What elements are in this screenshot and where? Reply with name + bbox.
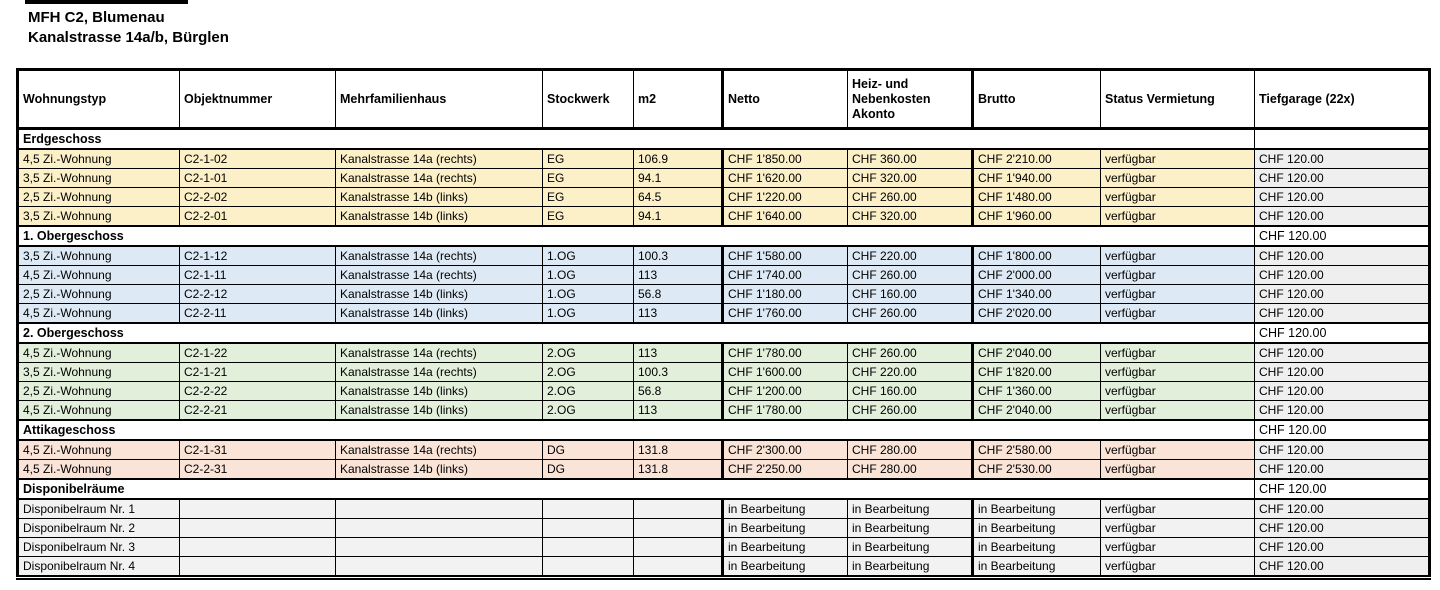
cell-stockwerk: 1.OG (543, 304, 634, 324)
cell-stockwerk: 2.OG (543, 343, 634, 363)
cell-wohnungstyp: 4,5 Zi.-Wohnung (18, 266, 180, 285)
cell-stockwerk: 2.OG (543, 401, 634, 421)
cell-status-vermietung: verfügbar (1101, 343, 1255, 363)
cell-m2 (634, 499, 723, 519)
cell-m2: 113 (634, 401, 723, 421)
cell-heiz-und-nebenkosten-akonto: CHF 260.00 (848, 343, 973, 363)
cell-stockwerk (543, 499, 634, 519)
cell-netto: CHF 1'850.00 (723, 149, 848, 169)
cell-wohnungstyp: 2,5 Zi.-Wohnung (18, 285, 180, 304)
cell-m2: 56.8 (634, 382, 723, 401)
cell-netto: CHF 1'640.00 (723, 207, 848, 227)
cell-m2: 94.1 (634, 207, 723, 227)
cell-stockwerk: EG (543, 149, 634, 169)
cell-stockwerk: EG (543, 188, 634, 207)
cell-status-vermietung: verfügbar (1101, 499, 1255, 519)
cell-mehrfamilienhaus: Kanalstrasse 14b (links) (336, 460, 543, 480)
cell-wohnungstyp: 2,5 Zi.-Wohnung (18, 382, 180, 401)
cell-stockwerk (543, 519, 634, 538)
cell-netto: CHF 2'300.00 (723, 440, 848, 460)
cell-netto: CHF 1'740.00 (723, 266, 848, 285)
cell-wohnungstyp: 3,5 Zi.-Wohnung (18, 246, 180, 266)
section-row-2-obergeschoss (18, 323, 1430, 343)
cell-objektnummer: C2-2-11 (180, 304, 336, 324)
cell-m2: 113 (634, 343, 723, 363)
section-tiefgarage-cell: CHF 120.00 (1255, 226, 1430, 246)
column-header-brutto: Brutto (973, 70, 1101, 129)
table-row (18, 169, 1430, 188)
cell-netto: CHF 1'220.00 (723, 188, 848, 207)
cell-brutto: CHF 1'480.00 (973, 188, 1101, 207)
cell-heiz-und-nebenkosten-akonto: in Bearbeitung (848, 538, 973, 557)
cell-heiz-und-nebenkosten-akonto: CHF 220.00 (848, 363, 973, 382)
cell-m2: 131.8 (634, 460, 723, 480)
cell-objektnummer: C2-2-31 (180, 460, 336, 480)
cell-tiefgarage-22x: CHF 120.00 (1255, 519, 1430, 538)
cell-objektnummer: C2-2-22 (180, 382, 336, 401)
cell-tiefgarage-22x: CHF 120.00 (1255, 440, 1430, 460)
cell-objektnummer: C2-1-02 (180, 149, 336, 169)
cell-wohnungstyp: 3,5 Zi.-Wohnung (18, 363, 180, 382)
table-row (18, 382, 1430, 401)
cell-wohnungstyp: Disponibelraum Nr. 2 (18, 519, 180, 538)
cell-netto: CHF 1'580.00 (723, 246, 848, 266)
cell-mehrfamilienhaus: Kanalstrasse 14b (links) (336, 207, 543, 227)
table-row (18, 401, 1430, 421)
cell-wohnungstyp: 4,5 Zi.-Wohnung (18, 149, 180, 169)
cell-objektnummer: C2-1-22 (180, 343, 336, 363)
cell-stockwerk: 1.OG (543, 246, 634, 266)
cell-tiefgarage-22x: CHF 120.00 (1255, 285, 1430, 304)
cell-mehrfamilienhaus: Kanalstrasse 14a (rechts) (336, 266, 543, 285)
cell-objektnummer (180, 557, 336, 578)
cell-status-vermietung: verfügbar (1101, 188, 1255, 207)
table-row (18, 266, 1430, 285)
cell-heiz-und-nebenkosten-akonto: CHF 220.00 (848, 246, 973, 266)
table-row (18, 499, 1430, 519)
section-tiefgarage-cell: CHF 120.00 (1255, 420, 1430, 440)
cell-mehrfamilienhaus: Kanalstrasse 14b (links) (336, 285, 543, 304)
cell-objektnummer: C2-2-21 (180, 401, 336, 421)
table-row (18, 538, 1430, 557)
cell-brutto: CHF 2'020.00 (973, 304, 1101, 324)
cell-objektnummer: C2-1-11 (180, 266, 336, 285)
cell-m2: 113 (634, 266, 723, 285)
cell-status-vermietung: verfügbar (1101, 266, 1255, 285)
cell-netto: CHF 1'200.00 (723, 382, 848, 401)
cell-brutto: CHF 1'940.00 (973, 169, 1101, 188)
table-row (18, 519, 1430, 538)
cell-brutto: in Bearbeitung (973, 557, 1101, 578)
cell-netto: CHF 1'780.00 (723, 401, 848, 421)
cell-brutto: CHF 2'530.00 (973, 460, 1101, 480)
column-header-status-vermietung: Status Vermietung (1101, 70, 1255, 129)
table-header-row (18, 70, 1430, 129)
column-header-objektnummer: Objektnummer (180, 70, 336, 129)
cell-tiefgarage-22x: CHF 120.00 (1255, 382, 1430, 401)
cell-objektnummer: C2-1-21 (180, 363, 336, 382)
cell-stockwerk: 2.OG (543, 382, 634, 401)
column-header-mehrfamilienhaus: Mehrfamilienhaus (336, 70, 543, 129)
cell-tiefgarage-22x: CHF 120.00 (1255, 149, 1430, 169)
cell-heiz-und-nebenkosten-akonto: CHF 260.00 (848, 401, 973, 421)
cell-tiefgarage-22x: CHF 120.00 (1255, 538, 1430, 557)
cell-brutto: CHF 2'580.00 (973, 440, 1101, 460)
cell-tiefgarage-22x: CHF 120.00 (1255, 401, 1430, 421)
cell-stockwerk (543, 538, 634, 557)
cell-objektnummer (180, 538, 336, 557)
cell-status-vermietung: verfügbar (1101, 557, 1255, 578)
cell-brutto: CHF 2'210.00 (973, 149, 1101, 169)
document-header (28, 8, 229, 48)
cell-stockwerk: 1.OG (543, 285, 634, 304)
cell-objektnummer: C2-1-01 (180, 169, 336, 188)
cell-brutto: in Bearbeitung (973, 538, 1101, 557)
cell-mehrfamilienhaus: Kanalstrasse 14a (rechts) (336, 440, 543, 460)
cell-wohnungstyp: 4,5 Zi.-Wohnung (18, 343, 180, 363)
section-title: 2. Obergeschoss (18, 323, 1255, 343)
cell-mehrfamilienhaus: Kanalstrasse 14a (rechts) (336, 149, 543, 169)
cell-objektnummer: C2-2-12 (180, 285, 336, 304)
section-title: Attikageschoss (18, 420, 1255, 440)
cell-wohnungstyp: 3,5 Zi.-Wohnung (18, 207, 180, 227)
cell-m2 (634, 557, 723, 578)
cell-brutto: CHF 2'040.00 (973, 401, 1101, 421)
cell-mehrfamilienhaus: Kanalstrasse 14a (rechts) (336, 363, 543, 382)
screenshot-artifact-bar (25, 0, 188, 4)
column-header-m2: m2 (634, 70, 723, 129)
cell-heiz-und-nebenkosten-akonto: in Bearbeitung (848, 499, 973, 519)
cell-objektnummer (180, 519, 336, 538)
section-tiefgarage-cell: CHF 120.00 (1255, 479, 1430, 499)
cell-status-vermietung: verfügbar (1101, 149, 1255, 169)
cell-brutto: in Bearbeitung (973, 519, 1101, 538)
cell-wohnungstyp: 4,5 Zi.-Wohnung (18, 401, 180, 421)
cell-status-vermietung: verfügbar (1101, 363, 1255, 382)
cell-brutto: CHF 1'800.00 (973, 246, 1101, 266)
cell-tiefgarage-22x: CHF 120.00 (1255, 557, 1430, 578)
table-row (18, 285, 1430, 304)
cell-heiz-und-nebenkosten-akonto: CHF 260.00 (848, 266, 973, 285)
cell-heiz-und-nebenkosten-akonto: in Bearbeitung (848, 519, 973, 538)
cell-tiefgarage-22x: CHF 120.00 (1255, 207, 1430, 227)
cell-brutto: CHF 2'040.00 (973, 343, 1101, 363)
column-header-stockwerk: Stockwerk (543, 70, 634, 129)
cell-mehrfamilienhaus: Kanalstrasse 14a (rechts) (336, 343, 543, 363)
cell-brutto: in Bearbeitung (973, 499, 1101, 519)
cell-mehrfamilienhaus (336, 557, 543, 578)
cell-brutto: CHF 1'960.00 (973, 207, 1101, 227)
cell-m2 (634, 519, 723, 538)
cell-status-vermietung: verfügbar (1101, 519, 1255, 538)
table-row (18, 557, 1430, 578)
cell-netto: in Bearbeitung (723, 499, 848, 519)
cell-m2: 113 (634, 304, 723, 324)
table-row (18, 440, 1430, 460)
cell-m2: 106.9 (634, 149, 723, 169)
cell-objektnummer: C2-1-12 (180, 246, 336, 266)
cell-status-vermietung: verfügbar (1101, 460, 1255, 480)
cell-status-vermietung: verfügbar (1101, 246, 1255, 266)
cell-wohnungstyp: Disponibelraum Nr. 1 (18, 499, 180, 519)
cell-wohnungstyp: Disponibelraum Nr. 4 (18, 557, 180, 578)
table-row (18, 207, 1430, 227)
cell-tiefgarage-22x: CHF 120.00 (1255, 363, 1430, 382)
table-row (18, 460, 1430, 480)
cell-netto: CHF 1'180.00 (723, 285, 848, 304)
cell-m2 (634, 538, 723, 557)
cell-heiz-und-nebenkosten-akonto: CHF 260.00 (848, 304, 973, 324)
cell-heiz-und-nebenkosten-akonto: CHF 160.00 (848, 285, 973, 304)
cell-wohnungstyp: Disponibelraum Nr. 3 (18, 538, 180, 557)
cell-wohnungstyp: 4,5 Zi.-Wohnung (18, 440, 180, 460)
cell-objektnummer: C2-2-02 (180, 188, 336, 207)
cell-heiz-und-nebenkosten-akonto: CHF 160.00 (848, 382, 973, 401)
cell-status-vermietung: verfügbar (1101, 440, 1255, 460)
section-title: Erdgeschoss (18, 129, 1255, 150)
table-row (18, 149, 1430, 169)
cell-stockwerk (543, 557, 634, 578)
cell-tiefgarage-22x: CHF 120.00 (1255, 266, 1430, 285)
column-header-heiz-und-nebenkosten-akonto: Heiz- und Nebenkosten Akonto (848, 70, 973, 129)
cell-tiefgarage-22x: CHF 120.00 (1255, 460, 1430, 480)
cell-m2: 56.8 (634, 285, 723, 304)
cell-heiz-und-nebenkosten-akonto: CHF 280.00 (848, 460, 973, 480)
cell-status-vermietung: verfügbar (1101, 382, 1255, 401)
cell-mehrfamilienhaus: Kanalstrasse 14a (rechts) (336, 246, 543, 266)
cell-heiz-und-nebenkosten-akonto: CHF 360.00 (848, 149, 973, 169)
cell-mehrfamilienhaus: Kanalstrasse 14a (rechts) (336, 169, 543, 188)
table-row (18, 363, 1430, 382)
cell-netto: CHF 2'250.00 (723, 460, 848, 480)
cell-mehrfamilienhaus (336, 538, 543, 557)
cell-netto: CHF 1'760.00 (723, 304, 848, 324)
cell-stockwerk: 2.OG (543, 363, 634, 382)
cell-mehrfamilienhaus (336, 499, 543, 519)
cell-wohnungstyp: 4,5 Zi.-Wohnung (18, 460, 180, 480)
cell-objektnummer: C2-2-01 (180, 207, 336, 227)
section-row-erdgeschoss (18, 129, 1430, 150)
page-subtitle: Kanalstrasse 14a/b, Bürglen (28, 29, 229, 46)
table-row (18, 188, 1430, 207)
cell-status-vermietung: verfügbar (1101, 304, 1255, 324)
column-header-tiefgarage-22x: Tiefgarage (22x) (1255, 70, 1430, 129)
cell-tiefgarage-22x: CHF 120.00 (1255, 188, 1430, 207)
cell-tiefgarage-22x: CHF 120.00 (1255, 343, 1430, 363)
cell-brutto: CHF 1'340.00 (973, 285, 1101, 304)
cell-heiz-und-nebenkosten-akonto: CHF 320.00 (848, 169, 973, 188)
page-title: MFH C2, Blumenau (28, 9, 165, 26)
cell-heiz-und-nebenkosten-akonto: CHF 260.00 (848, 188, 973, 207)
cell-status-vermietung: verfügbar (1101, 401, 1255, 421)
cell-status-vermietung: verfügbar (1101, 538, 1255, 557)
cell-stockwerk: EG (543, 207, 634, 227)
cell-mehrfamilienhaus: Kanalstrasse 14b (links) (336, 304, 543, 324)
cell-stockwerk: DG (543, 460, 634, 480)
cell-status-vermietung: verfügbar (1101, 285, 1255, 304)
cell-heiz-und-nebenkosten-akonto: in Bearbeitung (848, 557, 973, 578)
table-row (18, 343, 1430, 363)
cell-netto: in Bearbeitung (723, 519, 848, 538)
cell-brutto: CHF 1'360.00 (973, 382, 1101, 401)
section-tiefgarage-cell (1255, 129, 1430, 150)
cell-tiefgarage-22x: CHF 120.00 (1255, 169, 1430, 188)
column-header-wohnungstyp: Wohnungstyp (18, 70, 180, 129)
cell-status-vermietung: verfügbar (1101, 207, 1255, 227)
cell-mehrfamilienhaus: Kanalstrasse 14b (links) (336, 401, 543, 421)
section-row-attikageschoss (18, 420, 1430, 440)
table-row (18, 304, 1430, 324)
cell-wohnungstyp: 2,5 Zi.-Wohnung (18, 188, 180, 207)
cell-brutto: CHF 2'000.00 (973, 266, 1101, 285)
cell-netto: CHF 1'600.00 (723, 363, 848, 382)
cell-objektnummer: C2-1-31 (180, 440, 336, 460)
section-title: Disponibelräume (18, 479, 1255, 499)
cell-mehrfamilienhaus: Kanalstrasse 14b (links) (336, 382, 543, 401)
column-header-netto: Netto (723, 70, 848, 129)
cell-wohnungstyp: 3,5 Zi.-Wohnung (18, 169, 180, 188)
cell-m2: 94.1 (634, 169, 723, 188)
cell-mehrfamilienhaus (336, 519, 543, 538)
cell-tiefgarage-22x: CHF 120.00 (1255, 246, 1430, 266)
cell-mehrfamilienhaus: Kanalstrasse 14b (links) (336, 188, 543, 207)
cell-brutto: CHF 1'820.00 (973, 363, 1101, 382)
cell-netto: in Bearbeitung (723, 538, 848, 557)
cell-m2: 100.3 (634, 363, 723, 382)
cell-stockwerk: EG (543, 169, 634, 188)
cell-stockwerk: 1.OG (543, 266, 634, 285)
cell-m2: 100.3 (634, 246, 723, 266)
section-row-disponibelr-ume (18, 479, 1430, 499)
cell-heiz-und-nebenkosten-akonto: CHF 320.00 (848, 207, 973, 227)
cell-netto: in Bearbeitung (723, 557, 848, 578)
section-title: 1. Obergeschoss (18, 226, 1255, 246)
cell-tiefgarage-22x: CHF 120.00 (1255, 304, 1430, 324)
cell-netto: CHF 1'780.00 (723, 343, 848, 363)
section-tiefgarage-cell: CHF 120.00 (1255, 323, 1430, 343)
apartments-table (16, 68, 1431, 580)
cell-stockwerk: DG (543, 440, 634, 460)
cell-status-vermietung: verfügbar (1101, 169, 1255, 188)
cell-m2: 131.8 (634, 440, 723, 460)
section-row-1-obergeschoss (18, 226, 1430, 246)
cell-heiz-und-nebenkosten-akonto: CHF 280.00 (848, 440, 973, 460)
cell-m2: 64.5 (634, 188, 723, 207)
cell-objektnummer (180, 499, 336, 519)
cell-wohnungstyp: 4,5 Zi.-Wohnung (18, 304, 180, 324)
cell-tiefgarage-22x: CHF 120.00 (1255, 499, 1430, 519)
cell-netto: CHF 1'620.00 (723, 169, 848, 188)
table-row (18, 246, 1430, 266)
